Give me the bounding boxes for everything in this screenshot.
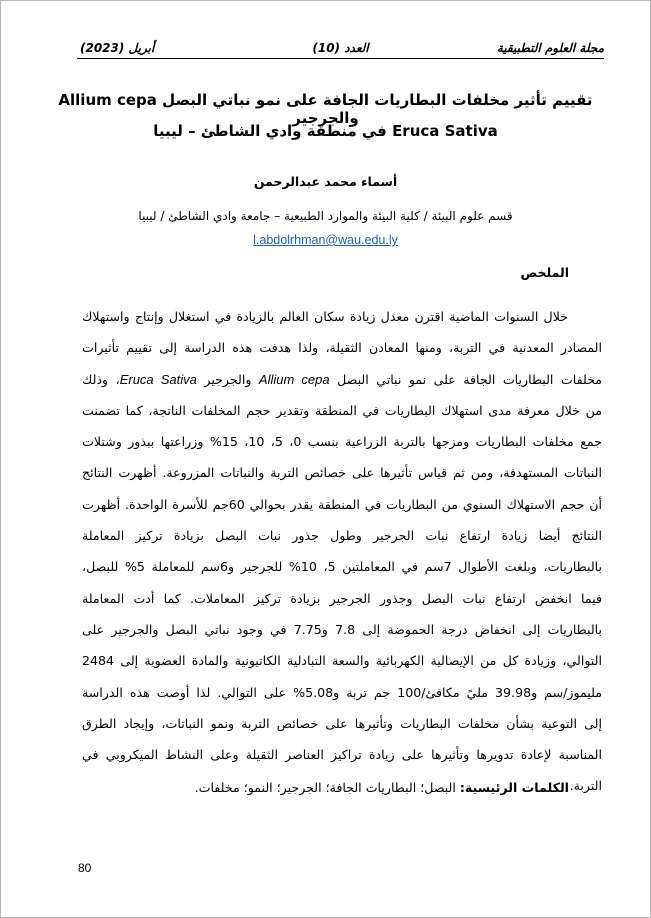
running-header: [77, 40, 604, 59]
issue-number: العدد (10): [312, 41, 369, 55]
issue-date: أبريل (2023): [80, 41, 155, 55]
affiliation: قسم علوم البيئة / كلية البيئة والموارد الطبيعية – جامعة وادي الشاطئ / ليبيا: [138, 209, 513, 223]
title-line-2: Eruca Sativa في منطقة وادي الشاطئ – ليبيا: [153, 122, 498, 140]
title-line-1: تقييم تأثير مخلفات البطاريات الجافة على نمو نباتي البصل Allium cepa والجرجير: [58, 91, 593, 127]
keywords-text: البصل؛ البطاريات الجافة؛ الجرجير؛ النمو؛ مخلفات.: [194, 780, 456, 795]
abstract-line: خلال السنوات الماضية اقترن معدل زيادة سكان العالم بالزيادة في استغلال وإنتاج واستهلاك: [82, 309, 568, 324]
keywords-label: الكلمات الرئيسية:: [459, 780, 569, 795]
abstract-body: [82, 306, 602, 807]
abstract-line: النتائج أيضا زيادة ارتفاع نبات الجرجير وطول جذور نبات البصل بزيادة تركيز المعاملة: [82, 528, 602, 544]
author-email-link[interactable]: l.abdolrhman@wau.edu.ly: [253, 233, 398, 247]
abstract-line: بالبطاريات، وبلغت الأطوال 7سم في المعاملتين 5، 10% للجرجير و6سم للمعاملة 5% للبصل،: [82, 559, 602, 575]
page-number: 80: [78, 861, 92, 875]
author-name: أسماء محمد عبدالرحمن: [253, 174, 398, 189]
abstract-line: المناسبة لإعادة تدويرها وتأثيرها على زيادة تراكيز العناصر الثقيلة وعلى النشاط الميكروبي في: [82, 747, 602, 763]
abstract-line: النباتات المستهدفة، ومن ثم قياس تأثيرها على خصائص التربة والنباتات المزروعة. أظهرت النتائج: [82, 465, 602, 481]
text: مخلفات البطاريات الجافة على نمو نباتي البصل: [337, 371, 603, 387]
abstract-line: مليموز/سم و39.98 مليً مكافئ/100 جم تربة و5.08% على التوالي. لذا أوصت هذه الدراسة: [82, 684, 602, 700]
species-name: Allium cepa: [258, 371, 330, 387]
text: والجرجير: [204, 371, 252, 387]
abstract-line: إلى التوعية بشأن مخلفات البطاريات وتأثيرها على خصائص التربة ونمو النباتات، وإيجاد الطرق: [82, 715, 602, 731]
abstract-heading: الملخص: [520, 265, 569, 280]
keywords: [195, 780, 569, 795]
abstract-line: [82, 369, 602, 400]
abstract-line: التوالي، وزيادة كل من الإيصالية الكهربائية والسعة التبادلية الكاتيونية والمادة العضوية إلى 2484: [82, 653, 602, 669]
abstract-line: فيما انخفض ارتفاع نبات البصل وجذور الجرجير بزيادة تركيز المعاملات. كما أدت المعاملة: [82, 590, 602, 606]
abstract-line: من خلال معرفة مدى استهلاك البطاريات في المنطقة وتقدير حجم المخلفات الناتجة، كما تضمنت: [82, 402, 602, 418]
species-name: Eruca Sativa: [119, 371, 197, 387]
text: ، وذلك: [82, 371, 120, 387]
abstract-line: المصادر المعدنية في التربة، ومنها المعادن الثقيلة، ولذا هدفت هذه الدراسة إلى تقييم تأثيرات: [82, 340, 602, 356]
abstract-line: بالبطاريات إلى انخفاض درجة الحموضة إلى 7.8 و7.75 في وجود نباتي البصل والجرجير على: [82, 621, 602, 637]
journal-name: مجلة العلوم التطبيقية: [496, 41, 604, 55]
abstract-line: جمع مخلفات البطاريات ومزجها بالتربة الزراعية بنسب 0، 5، 10، 15% وزراعتها ببذور وشتلات: [82, 434, 602, 450]
abstract-line: أن حجم الاستهلاك السنوي من البطاريات في المنطقة يقدر بحوالي 60جم للأسرة الواحدة. أظهرت: [82, 496, 602, 512]
abstract-line: التربة.: [569, 778, 602, 794]
